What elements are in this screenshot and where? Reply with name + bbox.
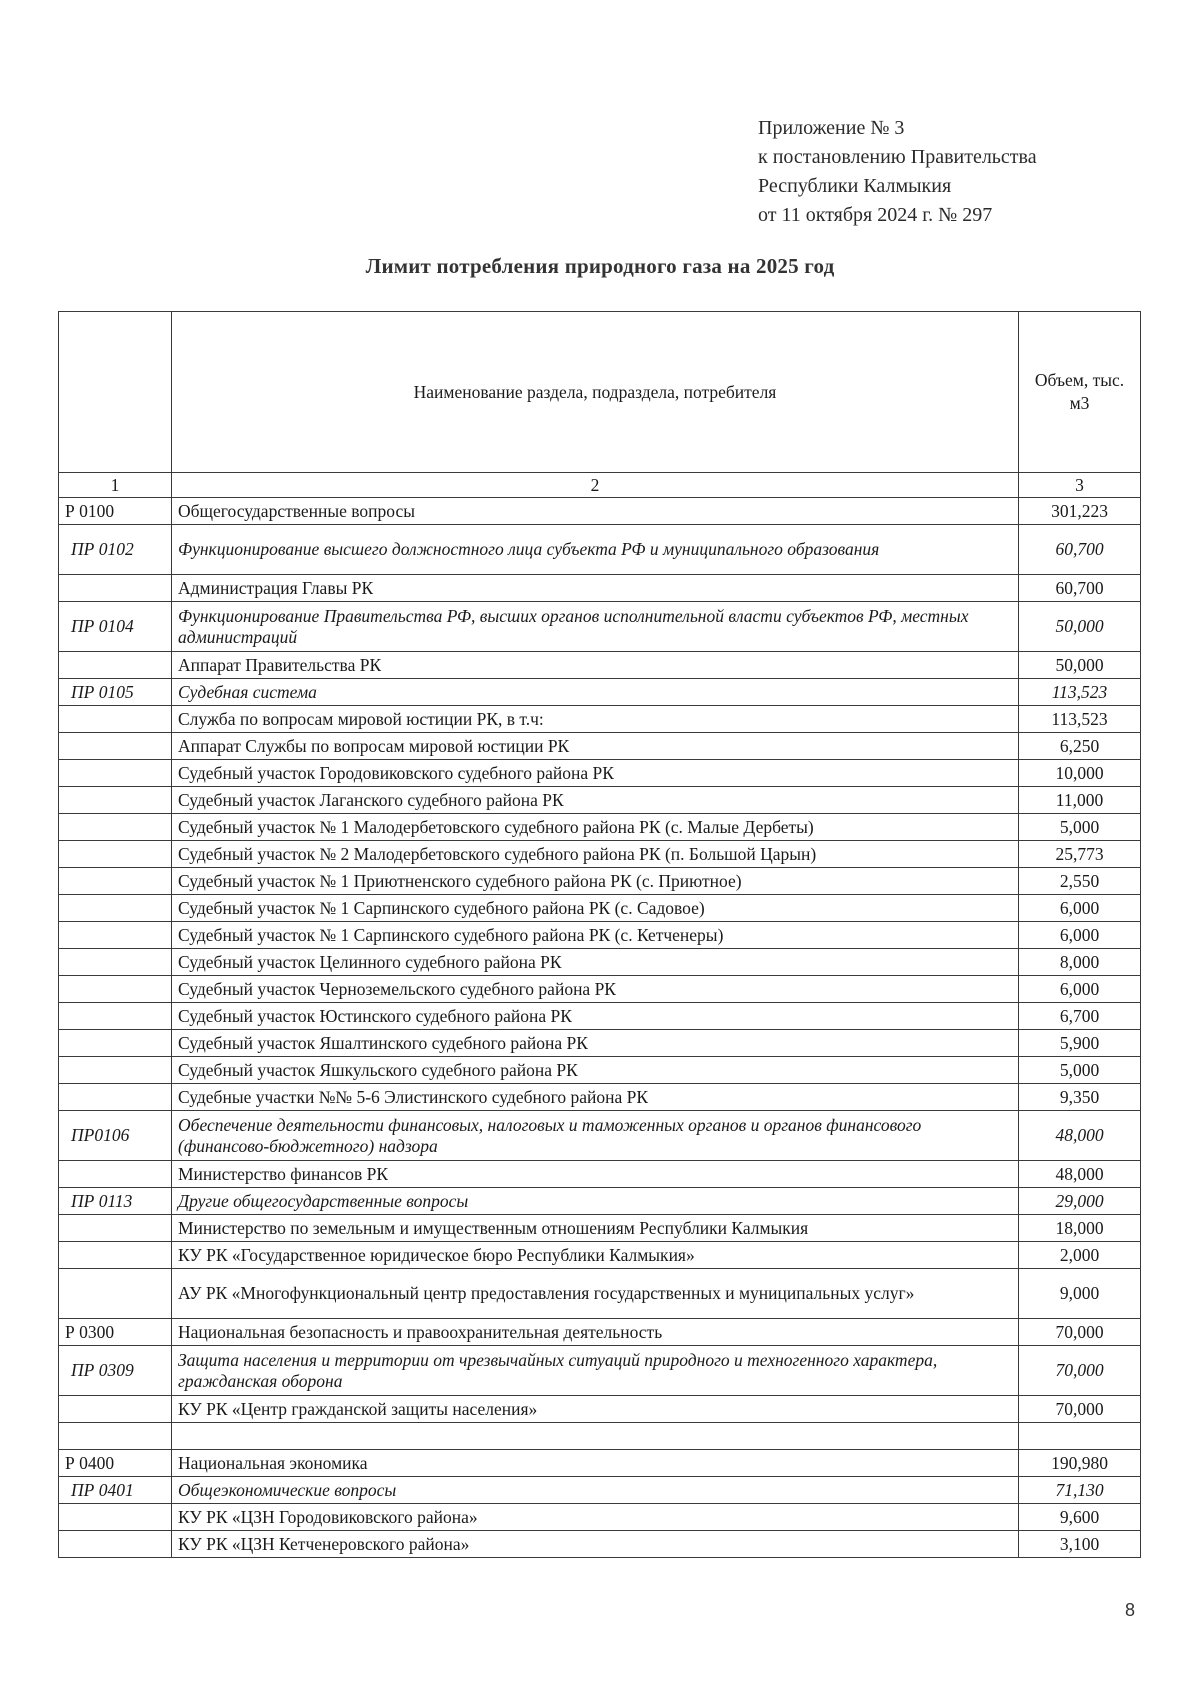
subsection-row [59, 679, 1141, 706]
row-volume: 8,000 [1019, 949, 1141, 976]
row-name: Судебная система [172, 679, 1019, 706]
consumer-row [59, 652, 1141, 679]
row-volume: 5,000 [1019, 814, 1141, 841]
consumer-row [59, 760, 1141, 787]
page-number: 8 [1125, 1600, 1136, 1620]
row-code [59, 868, 172, 895]
row-name: Функционирование высшего должностного лица субъекта РФ и муниципального образования [172, 525, 1019, 575]
row-volume: 190,980 [1019, 1450, 1141, 1477]
consumer-row [59, 706, 1141, 733]
row-code [59, 1269, 172, 1319]
row-code [59, 787, 172, 814]
row-code [59, 1057, 172, 1084]
row-name: Судебный участок Целинного судебного района РК [172, 949, 1019, 976]
consumer-row [59, 868, 1141, 895]
consumer-row [59, 1504, 1141, 1531]
appendix-line: Республики Калмыкия [758, 175, 952, 197]
consumer-row [59, 1531, 1141, 1558]
row-name: Судебный участок № 1 Малодербетовского судебного района РК (с. Малые Дербеты) [172, 814, 1019, 841]
subsection-row [59, 1188, 1141, 1215]
row-volume: 29,000 [1019, 1188, 1141, 1215]
row-name: Функционирование Правительства РФ, высших органов исполнительной власти субъектов РФ, местных администраций [172, 602, 1019, 652]
consumer-row [59, 1269, 1141, 1319]
header-name-cell: Наименование раздела, подраздела, потребителя [172, 312, 1019, 473]
row-name: Общегосударственные вопросы [172, 498, 1019, 525]
consumer-row [59, 1030, 1141, 1057]
section-row [59, 498, 1141, 525]
row-code: ПР0106 [59, 1111, 172, 1161]
row-name: Судебный участок Городовиковского судебного района РК [172, 760, 1019, 787]
row-code [59, 760, 172, 787]
row-volume: 6,000 [1019, 895, 1141, 922]
row-volume: 2,550 [1019, 868, 1141, 895]
subsection-row [59, 1346, 1141, 1396]
document-title: Лимит потребления природного газа на 2025 год [365, 254, 835, 278]
consumer-row [59, 895, 1141, 922]
column-number: 2 [172, 473, 1019, 498]
row-code: ПР 0401 [59, 1477, 172, 1504]
row-name: АУ РК «Многофункциональный центр предоставления государственных и муниципальных услуг» [172, 1269, 1019, 1319]
row-volume: 5,900 [1019, 1030, 1141, 1057]
subsection-row [59, 525, 1141, 575]
gas-limit-table [58, 311, 1141, 1558]
header-code-cell [59, 312, 172, 473]
table-header-row [59, 312, 1141, 473]
row-volume: 18,000 [1019, 1215, 1141, 1242]
row-volume: 113,523 [1019, 679, 1141, 706]
row-volume: 48,000 [1019, 1161, 1141, 1188]
row-code: Р 0100 [59, 498, 172, 525]
row-name: Судебный участок Лаганского судебного района РК [172, 787, 1019, 814]
consumer-row [59, 1396, 1141, 1423]
row-code: ПР 0309 [59, 1346, 172, 1396]
row-name: Аппарат Правительства РК [172, 652, 1019, 679]
subsection-row [59, 602, 1141, 652]
row-code [59, 652, 172, 679]
column-number-row [59, 473, 1141, 498]
row-name: КУ РК «Государственное юридическое бюро Республики Калмыкия» [172, 1242, 1019, 1269]
row-code [59, 814, 172, 841]
row-name: Судебный участок № 1 Приютненского судебного района РК (с. Приютное) [172, 868, 1019, 895]
row-name: Министерство по земельным и имущественным отношениям Республики Калмыкия [172, 1215, 1019, 1242]
row-volume: 6,000 [1019, 922, 1141, 949]
appendix-line: к постановлению Правительства [758, 146, 1037, 168]
consumer-row [59, 1161, 1141, 1188]
subsection-row [59, 1477, 1141, 1504]
row-volume: 9,350 [1019, 1084, 1141, 1111]
row-volume: 3,100 [1019, 1531, 1141, 1558]
row-volume [1019, 1423, 1141, 1450]
row-code [59, 575, 172, 602]
row-code [59, 733, 172, 760]
row-name: Судебный участок Яшкульского судебного района РК [172, 1057, 1019, 1084]
row-code [59, 1161, 172, 1188]
consumer-row [59, 976, 1141, 1003]
row-name: Судебный участок Яшалтинского судебного района РК [172, 1030, 1019, 1057]
consumer-row [59, 814, 1141, 841]
section-row [59, 1450, 1141, 1477]
row-name: Национальная безопасность и правоохранительная деятельность [172, 1319, 1019, 1346]
row-name: КУ РК «Центр гражданской защиты населения» [172, 1396, 1019, 1423]
consumer-row [59, 575, 1141, 602]
row-code [59, 1242, 172, 1269]
row-name: Защита населения и территории от чрезвычайных ситуаций природного и техногенного характера, гражданская оборона [172, 1346, 1019, 1396]
row-code [59, 1084, 172, 1111]
row-code [59, 841, 172, 868]
row-code: Р 0300 [59, 1319, 172, 1346]
row-code: ПР 0105 [59, 679, 172, 706]
row-code [59, 1215, 172, 1242]
row-name: Другие общегосударственные вопросы [172, 1188, 1019, 1215]
section-row [59, 1319, 1141, 1346]
row-volume: 50,000 [1019, 602, 1141, 652]
row-name: КУ РК «ЦЗН Кетченеровского района» [172, 1531, 1019, 1558]
row-name: Служба по вопросам мировой юстиции РК, в т.ч: [172, 706, 1019, 733]
header-volume-cell: Объем, тыс. м3 [1019, 312, 1141, 473]
row-volume: 113,523 [1019, 706, 1141, 733]
row-code: ПР 0113 [59, 1188, 172, 1215]
row-code [59, 1504, 172, 1531]
consumer-row [59, 841, 1141, 868]
row-code [59, 1030, 172, 1057]
consumer-row [59, 1215, 1141, 1242]
row-volume: 301,223 [1019, 498, 1141, 525]
row-code [59, 706, 172, 733]
consumer-row [59, 922, 1141, 949]
row-volume: 70,000 [1019, 1346, 1141, 1396]
row-volume: 70,000 [1019, 1319, 1141, 1346]
row-code: ПР 0102 [59, 525, 172, 575]
row-code [59, 922, 172, 949]
appendix-block [758, 114, 1037, 230]
row-volume: 60,700 [1019, 575, 1141, 602]
row-name: Администрация Главы РК [172, 575, 1019, 602]
consumer-row [59, 1057, 1141, 1084]
row-volume: 25,773 [1019, 841, 1141, 868]
row-volume: 6,250 [1019, 733, 1141, 760]
row-code [59, 976, 172, 1003]
row-volume: 2,000 [1019, 1242, 1141, 1269]
row-name: Аппарат Службы по вопросам мировой юстиции РК [172, 733, 1019, 760]
row-name: КУ РК «ЦЗН Городовиковского района» [172, 1504, 1019, 1531]
row-volume: 60,700 [1019, 525, 1141, 575]
row-name: Общеэкономические вопросы [172, 1477, 1019, 1504]
consumer-row [59, 733, 1141, 760]
consumer-row [59, 787, 1141, 814]
row-volume: 9,000 [1019, 1269, 1141, 1319]
row-volume: 5,000 [1019, 1057, 1141, 1084]
row-volume: 50,000 [1019, 652, 1141, 679]
subsection-row [59, 1111, 1141, 1161]
row-volume: 48,000 [1019, 1111, 1141, 1161]
row-code [59, 1396, 172, 1423]
row-name: Судебный участок Юстинского судебного района РК [172, 1003, 1019, 1030]
consumer-row [59, 949, 1141, 976]
row-volume: 6,700 [1019, 1003, 1141, 1030]
row-name: Судебный участок № 2 Малодербетовского судебного района РК (п. Большой Царын) [172, 841, 1019, 868]
row-name: Обеспечение деятельности финансовых, налоговых и таможенных органов и органов финансового (финансово-бюджетного) надзора [172, 1111, 1019, 1161]
row-volume: 6,000 [1019, 976, 1141, 1003]
row-volume: 10,000 [1019, 760, 1141, 787]
appendix-line: от 11 октября 2024 г. № 297 [758, 204, 993, 226]
empty-row [59, 1423, 1141, 1450]
row-name: Национальная экономика [172, 1450, 1019, 1477]
consumer-row [59, 1084, 1141, 1111]
row-name: Министерство финансов РК [172, 1161, 1019, 1188]
row-name: Судебный участок № 1 Сарпинского судебного района РК (с. Кетченеры) [172, 922, 1019, 949]
row-code [59, 1531, 172, 1558]
row-code [59, 949, 172, 976]
row-name [172, 1423, 1019, 1450]
row-name: Судебные участки №№ 5-6 Элистинского судебного района РК [172, 1084, 1019, 1111]
appendix-line: Приложение № 3 [758, 117, 905, 139]
row-volume: 11,000 [1019, 787, 1141, 814]
row-code: ПР 0104 [59, 602, 172, 652]
consumer-row [59, 1242, 1141, 1269]
row-name: Судебный участок Черноземельского судебного района РК [172, 976, 1019, 1003]
row-name: Судебный участок № 1 Сарпинского судебного района РК (с. Садовое) [172, 895, 1019, 922]
row-code [59, 1423, 172, 1450]
row-volume: 70,000 [1019, 1396, 1141, 1423]
column-number: 3 [1019, 473, 1141, 498]
column-number: 1 [59, 473, 172, 498]
consumer-row [59, 1003, 1141, 1030]
row-code [59, 1003, 172, 1030]
row-volume: 71,130 [1019, 1477, 1141, 1504]
row-code [59, 895, 172, 922]
row-code: Р 0400 [59, 1450, 172, 1477]
row-volume: 9,600 [1019, 1504, 1141, 1531]
